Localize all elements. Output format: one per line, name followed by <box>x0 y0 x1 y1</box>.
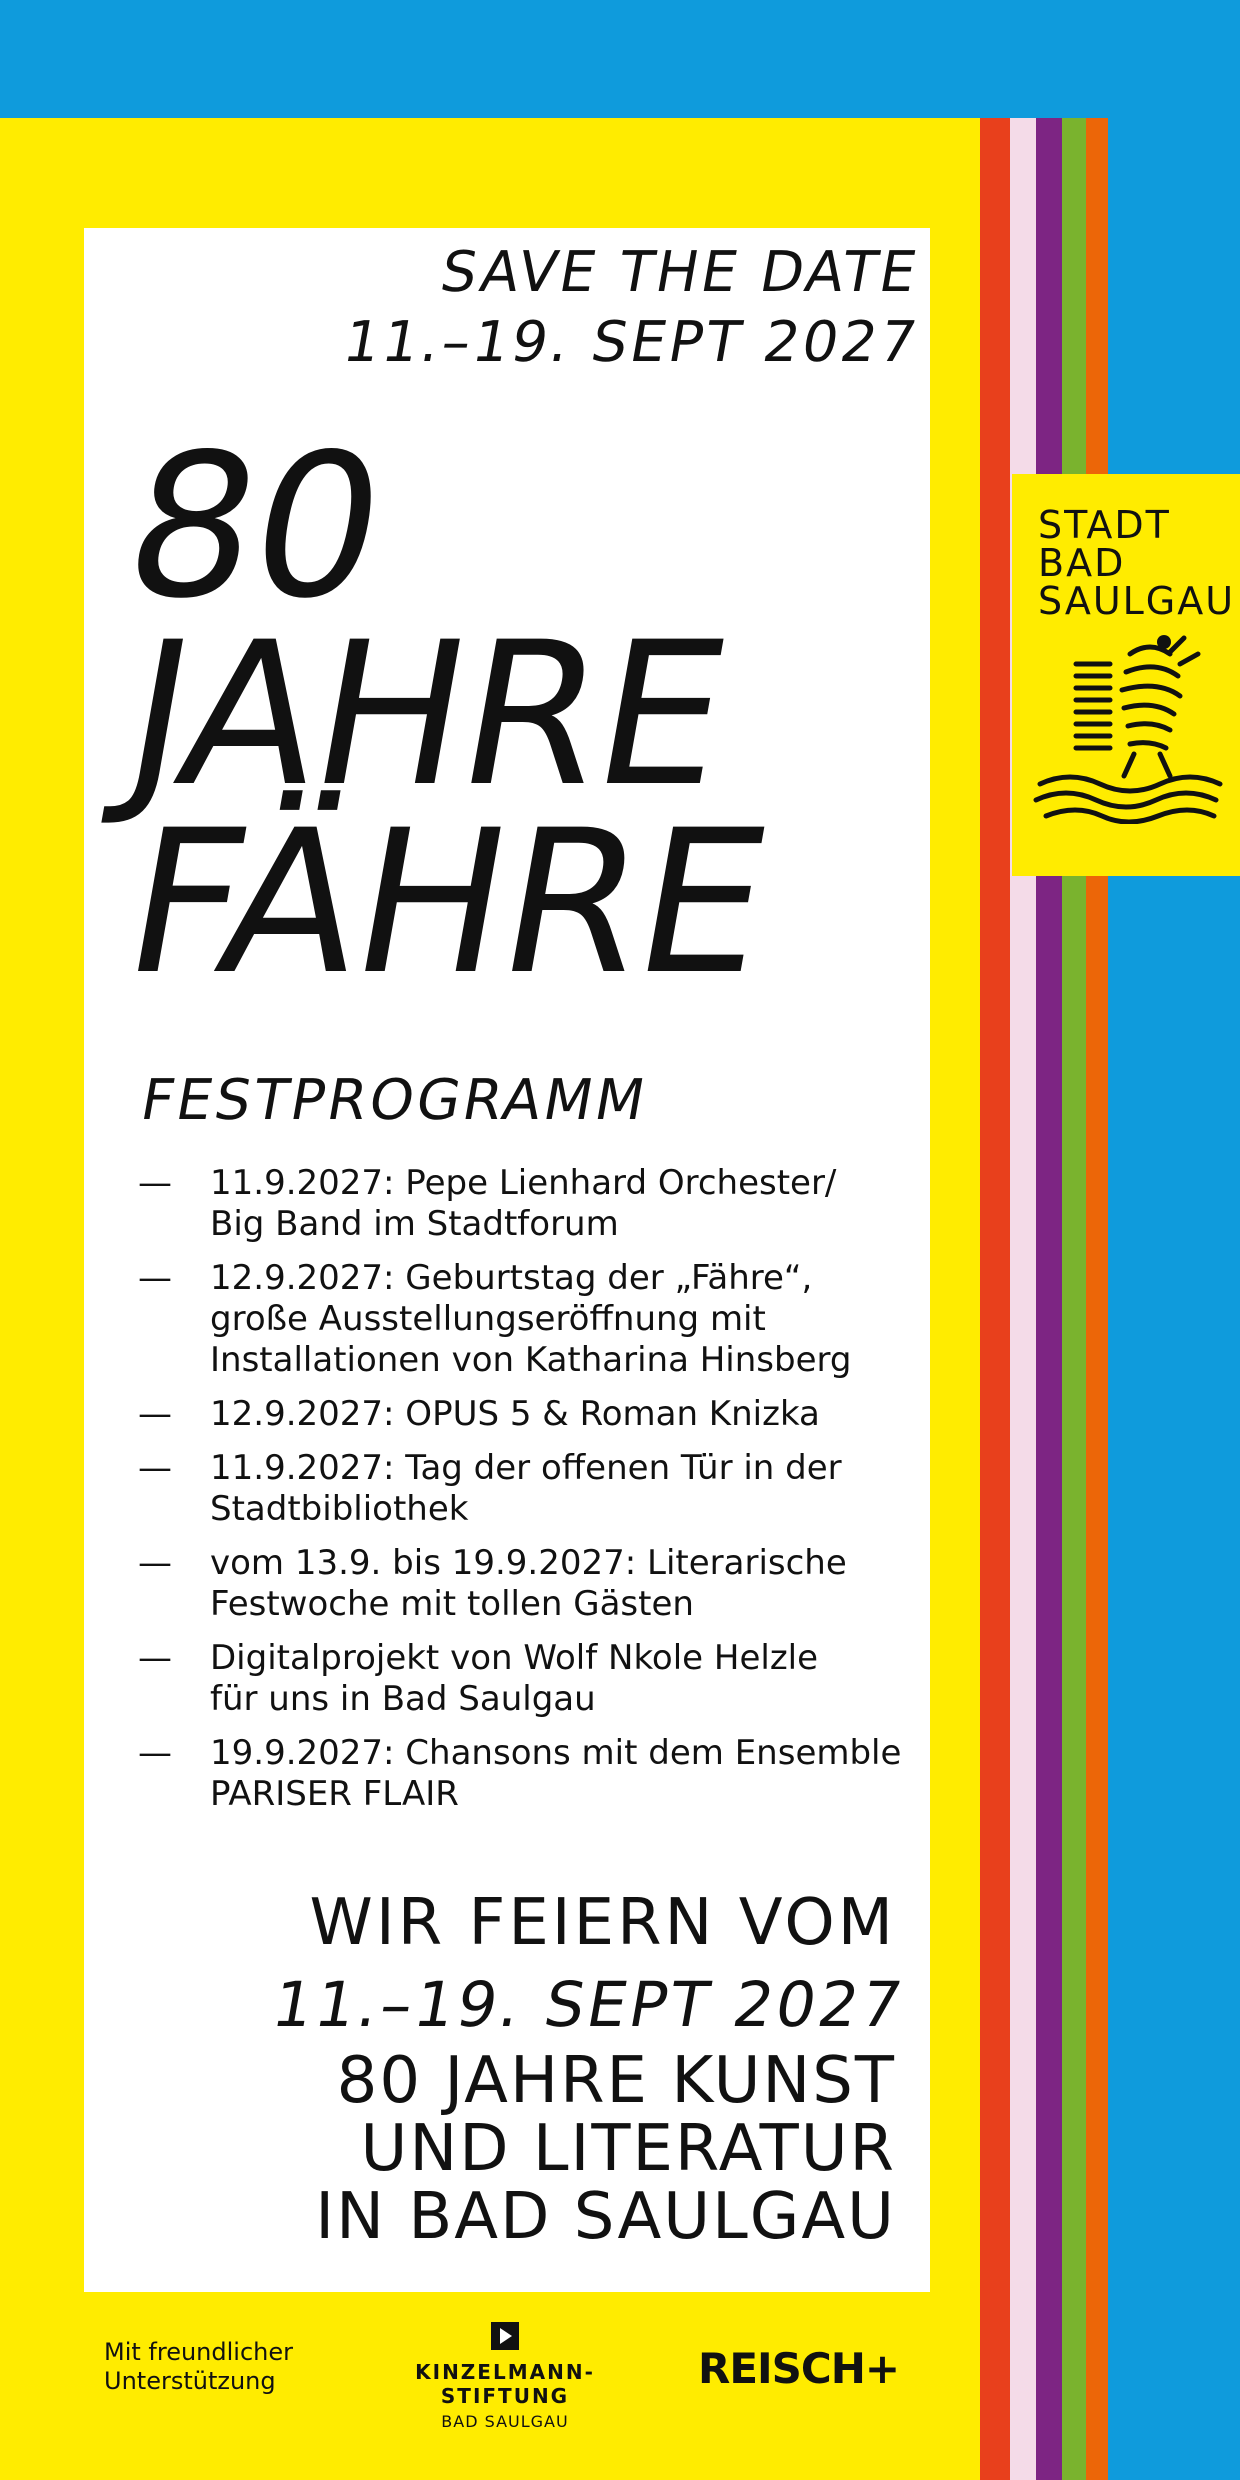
list-item <box>138 1258 920 1381</box>
bullet-dash: — <box>138 1733 172 1773</box>
kinzelmann-stiftung-logo <box>360 2322 650 2431</box>
program-item-text: vom 13.9. bis 19.9.2027: Literarische Festwoche mit tollen Gästen <box>210 1543 847 1624</box>
purple-stripe <box>1036 118 1062 2480</box>
bear-crest-icon <box>1030 624 1226 824</box>
list-item <box>138 1394 920 1435</box>
bullet-dash: — <box>138 1638 172 1678</box>
program-title-text: FESTPROGRAMM <box>136 1068 653 1133</box>
pink-stripe <box>1010 118 1036 2480</box>
list-item <box>138 1638 920 1720</box>
headline-line-2: JAHRE <box>110 599 743 830</box>
bullet-dash: — <box>138 1543 172 1583</box>
list-item <box>138 1733 920 1815</box>
closing-line-2 <box>266 1963 910 2047</box>
list-item <box>138 1163 920 1245</box>
list-item <box>138 1448 920 1530</box>
kinzelmann-mark-icon <box>491 2322 519 2350</box>
program-item-text: 19.9.2027: Chansons mit dem Ensemble PARISER FLAIR <box>210 1733 902 1814</box>
bullet-dash: — <box>138 1394 172 1434</box>
bullet-dash: — <box>138 1448 172 1488</box>
program-item-text: 11.9.2027: Tag der offenen Tür in der Stadtbibliothek <box>210 1448 842 1529</box>
program-item-text: 12.9.2027: OPUS 5 & Roman Knizka <box>210 1394 820 1434</box>
green-stripe <box>1062 118 1086 2480</box>
poster-card <box>84 228 930 2292</box>
kinzelmann-place: BAD SAULGAU <box>441 2412 569 2431</box>
logo-text: STADT BAD SAULGAU <box>1038 503 1236 623</box>
headline-line-1: 80 <box>110 411 399 642</box>
reisch-logo: REISCH+ <box>698 2344 900 2393</box>
save-the-date <box>338 238 924 378</box>
list-item <box>138 1543 920 1625</box>
red-stripe <box>980 118 1010 2480</box>
support-text: Mit freundlicher Unterstützung <box>104 2338 293 2395</box>
orange-stripe <box>1086 118 1108 2480</box>
program-title <box>136 1068 653 1133</box>
program-item-text: 12.9.2027: Geburtstag der „Fähre“, große Ausstellungseröffnung mit Installationen von Katharina Hinsberg <box>210 1258 852 1380</box>
closing-line-3: 80 JAHRE KUNST UND LITERATUR IN BAD SAULGAU <box>315 2044 896 2254</box>
bullet-dash: — <box>138 1163 172 1203</box>
bullet-dash: — <box>138 1258 172 1298</box>
headline <box>110 411 784 1018</box>
bear-head-icon <box>1157 635 1171 649</box>
closing-dates: 11.–19. SEPT 2027 <box>266 1968 910 2041</box>
closing-block <box>266 1883 910 2254</box>
kinzelmann-name: KINZELMANN-STIFTUNG <box>415 2360 595 2408</box>
headline-line-3: FÄHRE <box>110 787 784 1018</box>
program-list <box>138 1163 920 1828</box>
program-item-text: Digitalprojekt von Wolf Nkole Helzle für uns in Bad Saulgau <box>210 1638 819 1719</box>
save-the-date-label: SAVE THE DATE <box>435 240 924 305</box>
program-item-text: 11.9.2027: Pepe Lienhard Orchester/ Big Band im Stadtforum <box>210 1163 837 1244</box>
save-the-date-dates: 11.–19. SEPT 2027 <box>338 310 924 375</box>
closing-line-1: WIR FEIERN VOM <box>309 1886 896 1960</box>
stadt-bad-saulgau-logo <box>1012 474 1240 876</box>
